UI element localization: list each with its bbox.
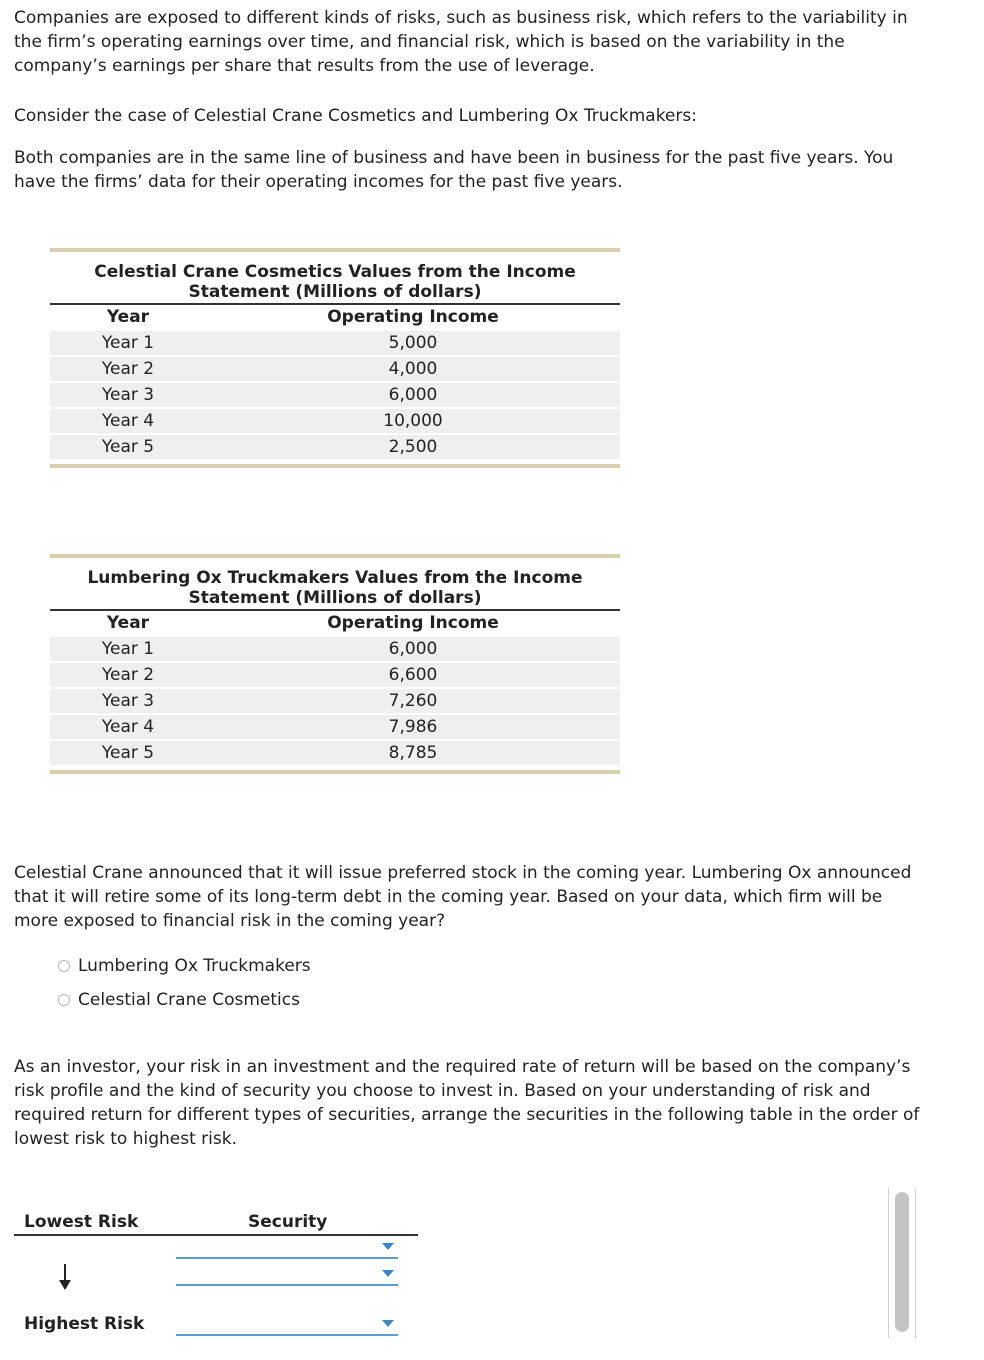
- column-header-year: Year: [106, 307, 150, 327]
- question-financial-risk: Celestial Crane announced that it will issue preferred stock in the coming year. Lumbering Ox announced that it will retire some of its long-term debt in the coming year. Based on your data, which firm will be more exposed to financial risk in the coming year?: [14, 863, 912, 931]
- table-row: [50, 741, 620, 765]
- year-cell: Year 4: [101, 411, 155, 431]
- table-bottom-rule: [50, 770, 620, 774]
- table-row: [50, 383, 620, 407]
- scrollbar[interactable]: [888, 1188, 916, 1338]
- income-cell: 6,600: [388, 665, 438, 685]
- income-cell: 4,000: [388, 359, 438, 379]
- chevron-down-icon[interactable]: [382, 1270, 394, 1277]
- table-row: [50, 435, 620, 459]
- table-row: [50, 715, 620, 739]
- chevron-down-icon[interactable]: [382, 1243, 394, 1250]
- arrow-down-icon: [58, 1262, 72, 1292]
- lumbering-ox-table: [50, 554, 620, 774]
- year-cell: Year 3: [101, 691, 155, 711]
- highest-risk-label: Highest Risk: [24, 1314, 145, 1334]
- table-bottom-rule: [50, 464, 620, 468]
- income-cell: 2,500: [388, 437, 438, 457]
- table-title: Celestial Crane Cosmetics Values from the Income Statement (Millions of dollars): [94, 262, 576, 302]
- table-row: [50, 357, 620, 381]
- year-cell: Year 5: [101, 743, 155, 763]
- option-label: Celestial Crane Cosmetics: [78, 990, 300, 1010]
- security-column-label: Security: [248, 1212, 328, 1232]
- intro-paragraph-case: Consider the case of Celestial Crane Cosmetics and Lumbering Ox Truckmakers:: [14, 106, 697, 126]
- table-row: [50, 663, 620, 687]
- scrollbar-thumb[interactable]: [895, 1192, 909, 1332]
- table-header-row: [50, 609, 620, 635]
- year-cell: Year 2: [101, 665, 155, 685]
- table-title: Lumbering Ox Truckmakers Values from the Income Statement (Millions of dollars): [87, 568, 583, 608]
- table-row: [50, 637, 620, 661]
- table-header-row: [50, 303, 620, 329]
- intro-paragraph-risk: Companies are exposed to different kinds of risks, such as business risk, which refers to the variability in the firm’s operating earnings over time, and financial risk, which is based on the variability in the company’s earnings per share that results from the use of leverage.: [14, 8, 908, 76]
- income-cell: 5,000: [388, 333, 438, 353]
- option-celestial-crane[interactable]: [58, 990, 300, 1010]
- security-dropdown-1[interactable]: [176, 1237, 398, 1259]
- income-cell: 10,000: [383, 411, 443, 431]
- year-cell: Year 5: [101, 437, 155, 457]
- table-row: [50, 409, 620, 433]
- year-cell: Year 2: [101, 359, 155, 379]
- radio-button[interactable]: [58, 960, 70, 972]
- lowest-risk-label: Lowest Risk: [24, 1212, 139, 1232]
- year-cell: Year 3: [101, 385, 155, 405]
- option-label: Lumbering Ox Truckmakers: [78, 956, 311, 976]
- table-row: [50, 689, 620, 713]
- table-row: [50, 331, 620, 355]
- income-cell: 6,000: [388, 639, 438, 659]
- column-header-year: Year: [106, 613, 150, 633]
- chevron-down-icon[interactable]: [382, 1320, 394, 1327]
- security-dropdown-3[interactable]: [176, 1314, 398, 1336]
- option-lumbering-ox[interactable]: [58, 956, 311, 976]
- column-header-operating-income: Operating Income: [327, 613, 499, 633]
- question-risk-ranking: As an investor, your risk in an investment and the required rate of return will be based on the company’s risk profile and the kind of security you choose to invest in. Based on your understanding of risk and required return for different types of securities, arrange the securities in the following table in the order of lowest risk to highest risk.: [14, 1057, 920, 1149]
- column-header-operating-income: Operating Income: [327, 307, 499, 327]
- income-cell: 8,785: [388, 743, 438, 763]
- year-cell: Year 1: [101, 639, 155, 659]
- income-cell: 7,260: [388, 691, 438, 711]
- year-cell: Year 1: [101, 333, 155, 353]
- security-dropdown-2[interactable]: [176, 1264, 398, 1286]
- year-cell: Year 4: [101, 717, 155, 737]
- celestial-crane-table: [50, 248, 620, 468]
- income-cell: 7,986: [388, 717, 438, 737]
- radio-button[interactable]: [58, 994, 70, 1006]
- ranking-table-header: [14, 1212, 418, 1236]
- income-cell: 6,000: [388, 385, 438, 405]
- intro-paragraph-data: Both companies are in the same line of business and have been in business for the past five years. You have the firms’ data for their operating incomes for the past five years.: [14, 148, 894, 192]
